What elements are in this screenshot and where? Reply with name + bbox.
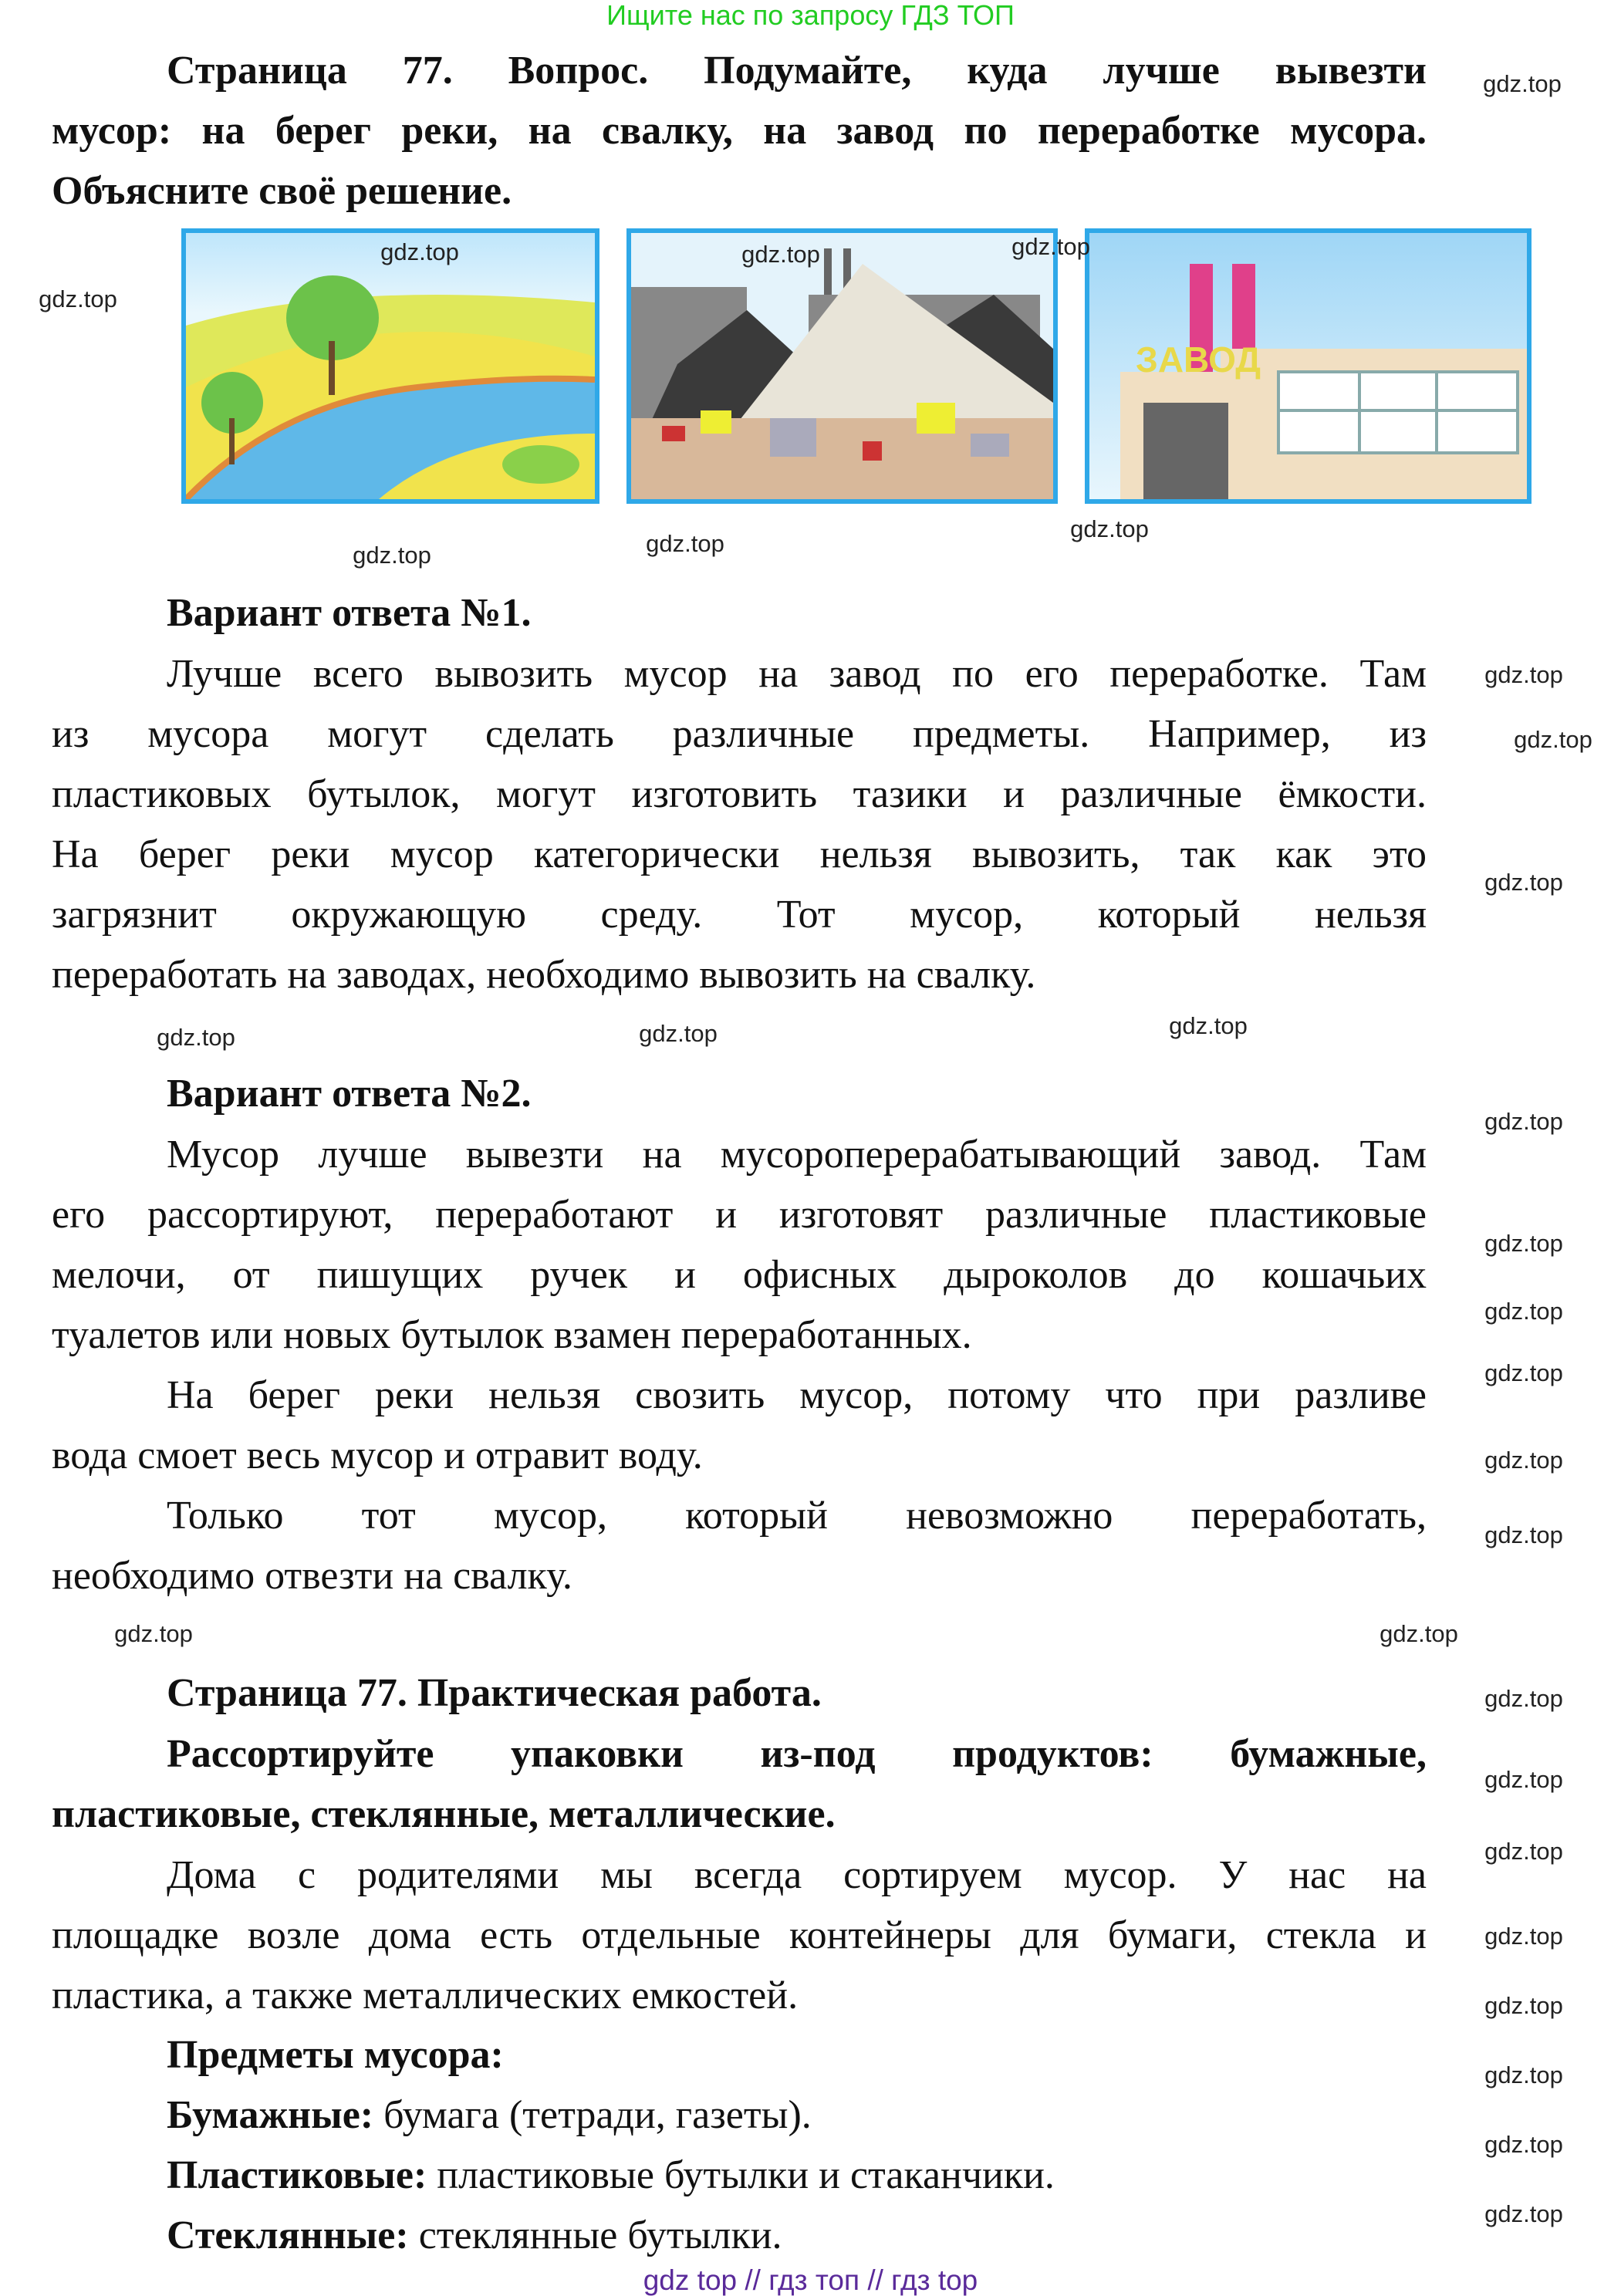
watermark: gdz.top [1484,2131,1563,2158]
list-item [52,2085,1427,2146]
variant1-heading: Вариант ответа №1. [167,591,532,635]
item-text: бумага (тетради, газеты). [373,2093,812,2137]
text-line: Объясните своё решение. [52,169,512,213]
watermark: gdz.top [741,241,820,268]
watermark: gdz.top [380,238,459,265]
text-line: Только тот мусор, который невозможно переработать, [167,1494,1427,1538]
watermark: gdz.top [353,542,431,569]
watermark: gdz.top [157,1024,235,1051]
text-line: мелочи, от пишущих ручек и офисных дыроколов до кошачьих [52,1253,1427,1297]
watermark: gdz.top [1484,1521,1563,1548]
text-line: мусор: на берег реки, на свалку, на завод по переработке мусора. [52,109,1427,153]
watermark: gdz.top [1484,1685,1563,1712]
watermark: gdz.top [1484,2061,1563,2088]
text-line: На берег реки нельзя свозить мусор, потому что при разливе [167,1373,1427,1417]
watermark: gdz.top [1380,1620,1458,1647]
list-item [52,2146,1427,2206]
text-line: загрязнит окружающую среду. Тот мусор, который нельзя [52,893,1427,937]
text-line: пластиковые, стеклянные, металлические. [52,1792,836,1836]
search-banner: Ищите нас по запросу ГДЗ ТОП [606,0,1015,31]
text-line: из мусора могут сделать различные предметы. Например, из [52,712,1427,756]
watermark: gdz.top [1484,1838,1563,1865]
factory-sign: ЗАВОД [1136,339,1261,380]
text-line: На берег реки мусор категорически нельзя вывозить, так как это [52,832,1427,876]
watermark: gdz.top [1070,515,1149,542]
item-label: Пластиковые: [167,2153,427,2197]
watermark: gdz.top [1483,70,1562,97]
text-line: площадке возле дома есть отдельные контейнеры для бумаги, стекла и [52,1913,1427,1957]
practical-answer [52,1845,1427,2026]
watermark: gdz.top [1484,1359,1563,1386]
text-line: переработать на заводах, необходимо вывозить на свалку. [52,953,1036,997]
watermark: gdz.top [1484,1108,1563,1135]
text-line: пластика, а также металлических емкостей. [52,1974,799,2017]
variant2-text [52,1125,1427,1606]
watermark: gdz.top [1484,869,1563,896]
landfill-image [626,228,1058,504]
recycling-factory-image [1085,228,1532,504]
text-line: вода смоет весь мусор и отравит воду. [52,1433,703,1477]
text-line: пластиковых бутылок, могут изготовить тазики и различные ёмкости. [52,772,1427,816]
waste-items-list [52,2025,1427,2266]
watermark: gdz.top [1484,2200,1563,2227]
practical-task [52,1724,1427,1845]
text-line: Мусор лучше вывезти на мусороперерабатывающий завод. Там [167,1133,1427,1177]
text-line: Рассортируйте упаковки из-под продуктов: бумажные, [167,1732,1427,1776]
watermark: gdz.top [1514,726,1592,753]
practical-heading: Страница 77. Практическая работа. [167,1671,822,1715]
text-line: Лучше всего вывозить мусор на завод по его переработке. Там [167,652,1427,696]
watermark: gdz.top [39,285,117,312]
watermark: gdz.top [639,1020,718,1047]
river-bank-image [181,228,599,504]
list-item [52,2206,1427,2266]
text-line: Дома с родителями мы всегда сортируем мусор. У нас на [167,1853,1427,1897]
watermark: gdz.top [1484,1447,1563,1474]
text-line: необходимо отвезти на свалку. [52,1554,572,1598]
watermark: gdz.top [1484,1766,1563,1793]
watermark: gdz.top [114,1620,193,1647]
watermark: gdz.top [1484,1992,1563,2019]
text-line: туалетов или новых бутылок взамен переработанных. [52,1313,972,1357]
watermark: gdz.top [646,530,724,557]
question-text [52,41,1427,221]
footer-links[interactable]: gdz top // гдз топ // гдз top [643,2264,978,2296]
item-label: Бумажные: [167,2093,374,2137]
watermark: gdz.top [1011,233,1090,260]
variant1-text [52,644,1427,1005]
text-line: Страница 77. Вопрос. Подумайте, куда лучше вывезти [167,49,1427,93]
item-label: Стеклянные: [167,2213,409,2257]
watermark: gdz.top [1484,661,1563,688]
text-line: его рассортируют, переработают и изготовят различные пластиковые [52,1193,1427,1237]
variant2-heading: Вариант ответа №2. [167,1072,532,1116]
watermark: gdz.top [1484,1230,1563,1257]
watermark: gdz.top [1484,1298,1563,1325]
watermark: gdz.top [1484,1923,1563,1950]
watermark: gdz.top [1169,1012,1248,1039]
item-text: стеклянные бутылки. [408,2213,782,2257]
items-heading: Предметы мусора: [167,2033,504,2077]
item-text: пластиковые бутылки и стаканчики. [427,2153,1055,2197]
